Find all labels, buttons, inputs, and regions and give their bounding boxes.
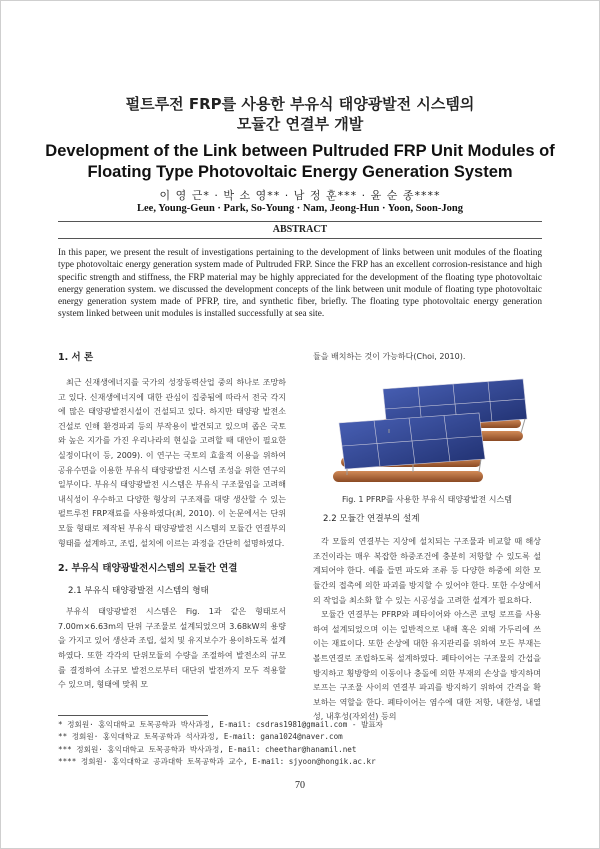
section-1-paragraph: 최근 신재생에너지를 국가의 성장동력산업 중의 하나로 조망하고 있다. 신재생에너지에 대한 관심이 집중됨에 따라서 전국 각지에 많은 태양광발전시설이 건설되고 있다. 하지만 태양광 발전소 건설로 인해 환경파괴 등의 부작용이 발견되고 있으며 좁은 국토와 높은 지가를 가진 우리나라의 현실을 고려할 때 대안이 필요한 실정이다(이 등, 2009). 이 연구는 국토의 효율적 이용을 위하여 공유수면을 이용한 부유식 태양광발전 시스템 조성을 위한 연구의 일부이다. 부유식 태양광발전 시스템은 부유식 구조물임을 고려해 내식성이 우수하고 다양한 형상의 구조재를 대량 생산할 수 있는 펄트루전 FRP재료를 사용하였다(최, 2010). 이 논문에서는 단위모듈 형태로 제작된 부유식 태양광발전 시스템의 모듈간 연결부의 형태를 설계하고, 조립, 설치에 이르는 과정을 간단히 설명하였다. (58, 378, 286, 548)
section-2-1-paragraph: 부유식 태양광발전 시스템은 Fig. 1과 같은 형태로서 7.00m×6.63m의 단위 구조물로 설계되었으며 3.68kW의 용량을 가지고 있어 생산과 조립, 설치 및 유지보수가 용이하도록 설계하였다. 또한 각각의 단위모듈의 수량을 조절하여 발전소의 규모를 결정하여 소규모 발전으로부터 대단위 발전까지 모두 적용할 수 있으며, 형태에 맞춰 모 (58, 607, 286, 690)
figure-1 (313, 371, 541, 491)
footnote-2: ** 정회원· 홍익대학교 토목공학과 석사과정, E-mail: gana1024@naver.com (58, 732, 343, 742)
section-1-heading: 1. 서 론 (58, 352, 94, 363)
footnote-4: **** 정회원· 홍익대학교 공과대학 토목공학과 교수, E-mail: sjyoon@hongik.ac.kr (58, 757, 376, 767)
floating-pv-array-illustration (313, 371, 541, 491)
authors-korean: 이 영 근* · 박 소 영** · 남 정 훈*** · 윤 순 종**** (159, 189, 441, 202)
abstract-heading: ABSTRACT (272, 224, 328, 235)
section-2-1-heading: 2.1 부유식 태양광발전 시스템의 형태 (68, 586, 209, 597)
section-2-2-heading: 2.2 모듈간 연결부의 설계 (323, 514, 420, 525)
continued-paragraph: 듈을 배치하는 것이 가능하다(Choi, 2010). (313, 352, 466, 361)
abstract-top-rule (58, 221, 542, 222)
front-panel-array (339, 413, 485, 469)
footnote-3: *** 정회원· 홍익대학교 토목공학과 박사과정, E-mail: cheethar@hanamil.net (58, 744, 357, 754)
title-english (40, 141, 560, 183)
title-korean-line-1: 펄트루전 FRP를 사용한 부유식 태양광발전 시스템의 (125, 95, 475, 113)
title-korean (0, 94, 600, 134)
footnotes (58, 719, 538, 769)
abstract-heading-rule (58, 238, 542, 239)
page-number: 70 (295, 780, 305, 791)
title-english-line-1: Development of the Link between Pultruded FRP Unit Modules of (45, 142, 555, 160)
section-2-2-paragraph-1: 각 모듈의 연결부는 지상에 설치되는 구조물과 비교할 때 해상조건이라는 매우 복잡한 하중조건에 충분히 저항할 수 있도록 설계되어야 한다. 예를 들면 파도와 조류 등 다양한 하중에 의한 모듈간의 접촉에 의한 파괴를 방지할 수 있어야 한다. 또한 수상에서의 작업을 최소화 할 수 있는 시공성을 고려한 설계가 필요하다. (313, 537, 541, 605)
footnote-1: * 정회원· 홍익대학교 토목공학과 박사과정, E-mail: csdras1981@gmail.com - 발표자 (58, 720, 384, 729)
section-2-2-paragraph-2: 모듈간 연결부는 PFRP와 폐타이어와 아스콘 코팅 로프를 사용하여 설계되었으며 이는 일반적으로 내해 혹은 외해 가두리에 쓰이는 재료이다. 또한 손상에 대한 유지관리를 위하여 모든 부재는 볼트연결로 조립하도록 설계하였다. 폐타이어는 구조물의 간섭을 방지하고 횡방향의 이동이나 충돌에 의한 부재의 손상을 방지하며 로프는 구조물 사이의 연결부 파괴를 방지하기 위하여 간격을 확보하는 역할을 한다. 폐타이어는 염수에 대한 저항, 내한성, 내열성, 내후성(자외선) 등의 (313, 610, 541, 722)
left-column (58, 350, 286, 693)
title-korean-line-2: 모듈간 연결부 개발 (236, 115, 364, 133)
title-english-line-2: Floating Type Photovoltaic Energy Generation System (87, 163, 513, 181)
section-2-heading: 2. 부유식 태양광발전시스템의 모듈간 연결 (58, 563, 238, 575)
figure-1-caption: Fig. 1 PFRP를 사용한 부유식 태양광발전 시스템 (342, 494, 512, 504)
authors-english: Lee, Young-Geun · Park, So-Young · Nam, Jeong-Hun · Yoon, Soon-Jong (137, 203, 463, 214)
footnote-rule (58, 715, 208, 716)
right-column (313, 350, 541, 725)
abstract-text: In this paper, we present the result of investigations pertaining to the development of links between unit modules of the floating type photovoltaic energy generation system made of Pultruded FRP. Since the FRP has an excellent corrosion-resistance and high specific strength and stiffness, the FRP material may be highly appreciated for the development of the floating type photovoltaic energy generation system. we discussed the development concepts of the link between unit module of floating type photovoltaic energy generation system made of PFRP, tire, and synthetic fiber, briefly. The floating type photovoltaic energy generation system linked between unit modules is installed successfully at sea site. (58, 248, 542, 320)
